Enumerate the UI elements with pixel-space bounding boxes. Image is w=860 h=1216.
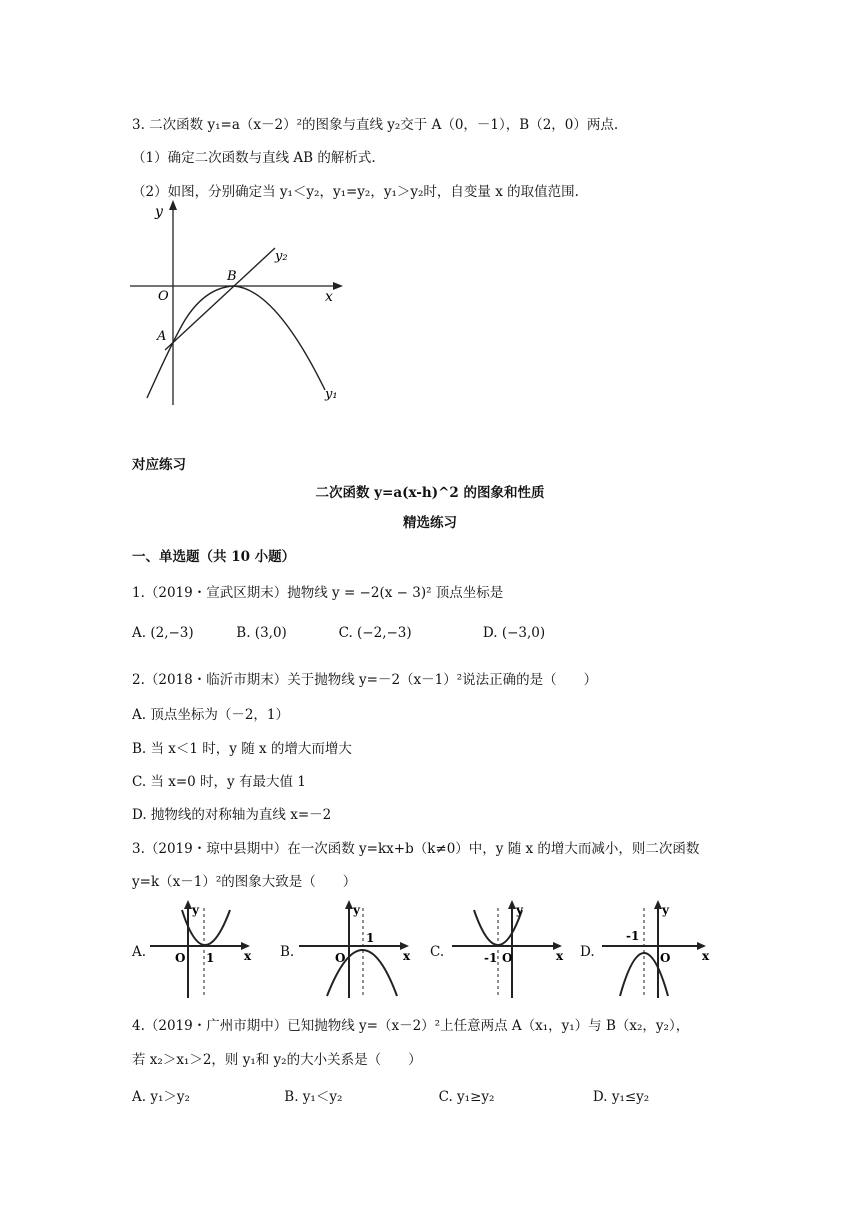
svg-text:y: y	[516, 903, 523, 917]
section-heading: 一、单选题（共 10 小题）	[132, 549, 296, 565]
problem3-part1: （1）确定二次函数与直线 AB 的解析式.	[132, 150, 376, 166]
svg-text:1: 1	[206, 951, 215, 965]
q3-option-c-label: C.	[430, 944, 445, 960]
q3-graph-c	[450, 900, 570, 1000]
q4-option-b: B. y₁＜y₂	[284, 1089, 343, 1105]
line-y2	[165, 248, 275, 350]
svg-text:x: x	[702, 949, 710, 963]
q3-stem-line2: y=k（x－1）²的图象大致是（ ）	[132, 874, 357, 890]
svg-text:x: x	[244, 949, 252, 963]
q3-option-a-label: A.	[132, 944, 147, 960]
svg-text:y: y	[662, 903, 669, 917]
q2-option-a: A. 顶点坐标为（－2，1）	[132, 707, 290, 723]
q4-stem-line2: 若 x₂＞x₁＞2，则 y₁和 y₂的大小关系是（ ）	[132, 1052, 422, 1068]
svg-text:y: y	[353, 903, 360, 917]
svg-text:O: O	[175, 951, 186, 965]
q3-option-b-label: B.	[280, 944, 295, 960]
q4-stem-line1: 4.（2019・广州市期中）已知抛物线 y=（x－2）²上任意两点 A（x₁，y₁）与 B（x₂，y₂），	[132, 1018, 690, 1034]
q1-options	[132, 625, 545, 641]
line-y2-label: y₂	[275, 249, 288, 264]
svg-text:x: x	[556, 949, 564, 963]
q1-option-a: A. (2,−3)	[132, 625, 194, 641]
point-a-label: A	[157, 329, 167, 344]
q4-option-a: A. y₁＞y₂	[132, 1089, 190, 1105]
page-title: 二次函数 y=a(x-h)^2 的图象和性质	[315, 485, 545, 501]
q4-options	[132, 1085, 649, 1105]
origin-label: O	[158, 289, 169, 304]
q1-option-c: C. (−2,−3)	[338, 625, 412, 641]
curve-y1-label: y₁	[325, 387, 338, 402]
point-b-label: B	[227, 269, 237, 284]
q3-graph-d	[600, 900, 720, 1000]
x-axis-label: x	[325, 289, 333, 305]
q4-option-c: C. y₁≥y₂	[438, 1089, 495, 1105]
q2-stem: 2.（2018・临沂市期末）关于抛物线 y=－2（x－1）²说法正确的是（ ）	[132, 672, 598, 688]
q4-option-d: D. y₁≤y₂	[592, 1089, 650, 1105]
problem3-statement: 3. 二次函数 y₁=a（x－2）²的图象与直线 y₂交于 A（0，－1），B（2，0）两点.	[132, 117, 619, 133]
section-label: 对应练习	[132, 457, 186, 473]
q2-option-b: B. 当 x＜1 时，y 随 x 的增大而增大	[132, 741, 352, 757]
svg-text:-1: -1	[626, 929, 640, 943]
q1-stem: 1.（2019・宣武区期末）抛物线 y = −2(x − 3)² 顶点坐标是	[132, 585, 504, 601]
y-axis-label: y	[155, 204, 163, 220]
svg-text:O: O	[660, 951, 671, 965]
q3-option-d-label: D.	[580, 944, 595, 960]
svg-text:O: O	[335, 951, 346, 965]
svg-text:1: 1	[366, 931, 375, 945]
q2-option-d: D. 抛物线的对称轴为直线 x=－2	[132, 807, 332, 823]
q3-graph-b	[297, 900, 417, 1000]
svg-text:O: O	[502, 951, 513, 965]
q1-option-b: B. (3,0)	[236, 625, 287, 641]
svg-text:-1: -1	[484, 951, 498, 965]
svg-text:x: x	[403, 949, 411, 963]
problem3-part2: （2）如图，分别确定当 y₁＜y₂，y₁=y₂，y₁＞y₂时，自变量 x 的取值范围.	[132, 184, 579, 200]
q3-stem-line1: 3.（2019・琼中县期中）在一次函数 y=kx+b（k≠0）中，y 随 x 的增大而减小，则二次函数	[132, 841, 700, 857]
q1-option-d: D. (−3,0)	[482, 625, 546, 641]
svg-text:y: y	[192, 903, 199, 917]
q2-option-c: C. 当 x=0 时，y 有最大值 1	[132, 774, 306, 790]
page-subtitle: 精选练习	[403, 515, 457, 531]
parabola-line-figure	[125, 200, 355, 410]
q3-graph-a	[148, 900, 258, 1000]
